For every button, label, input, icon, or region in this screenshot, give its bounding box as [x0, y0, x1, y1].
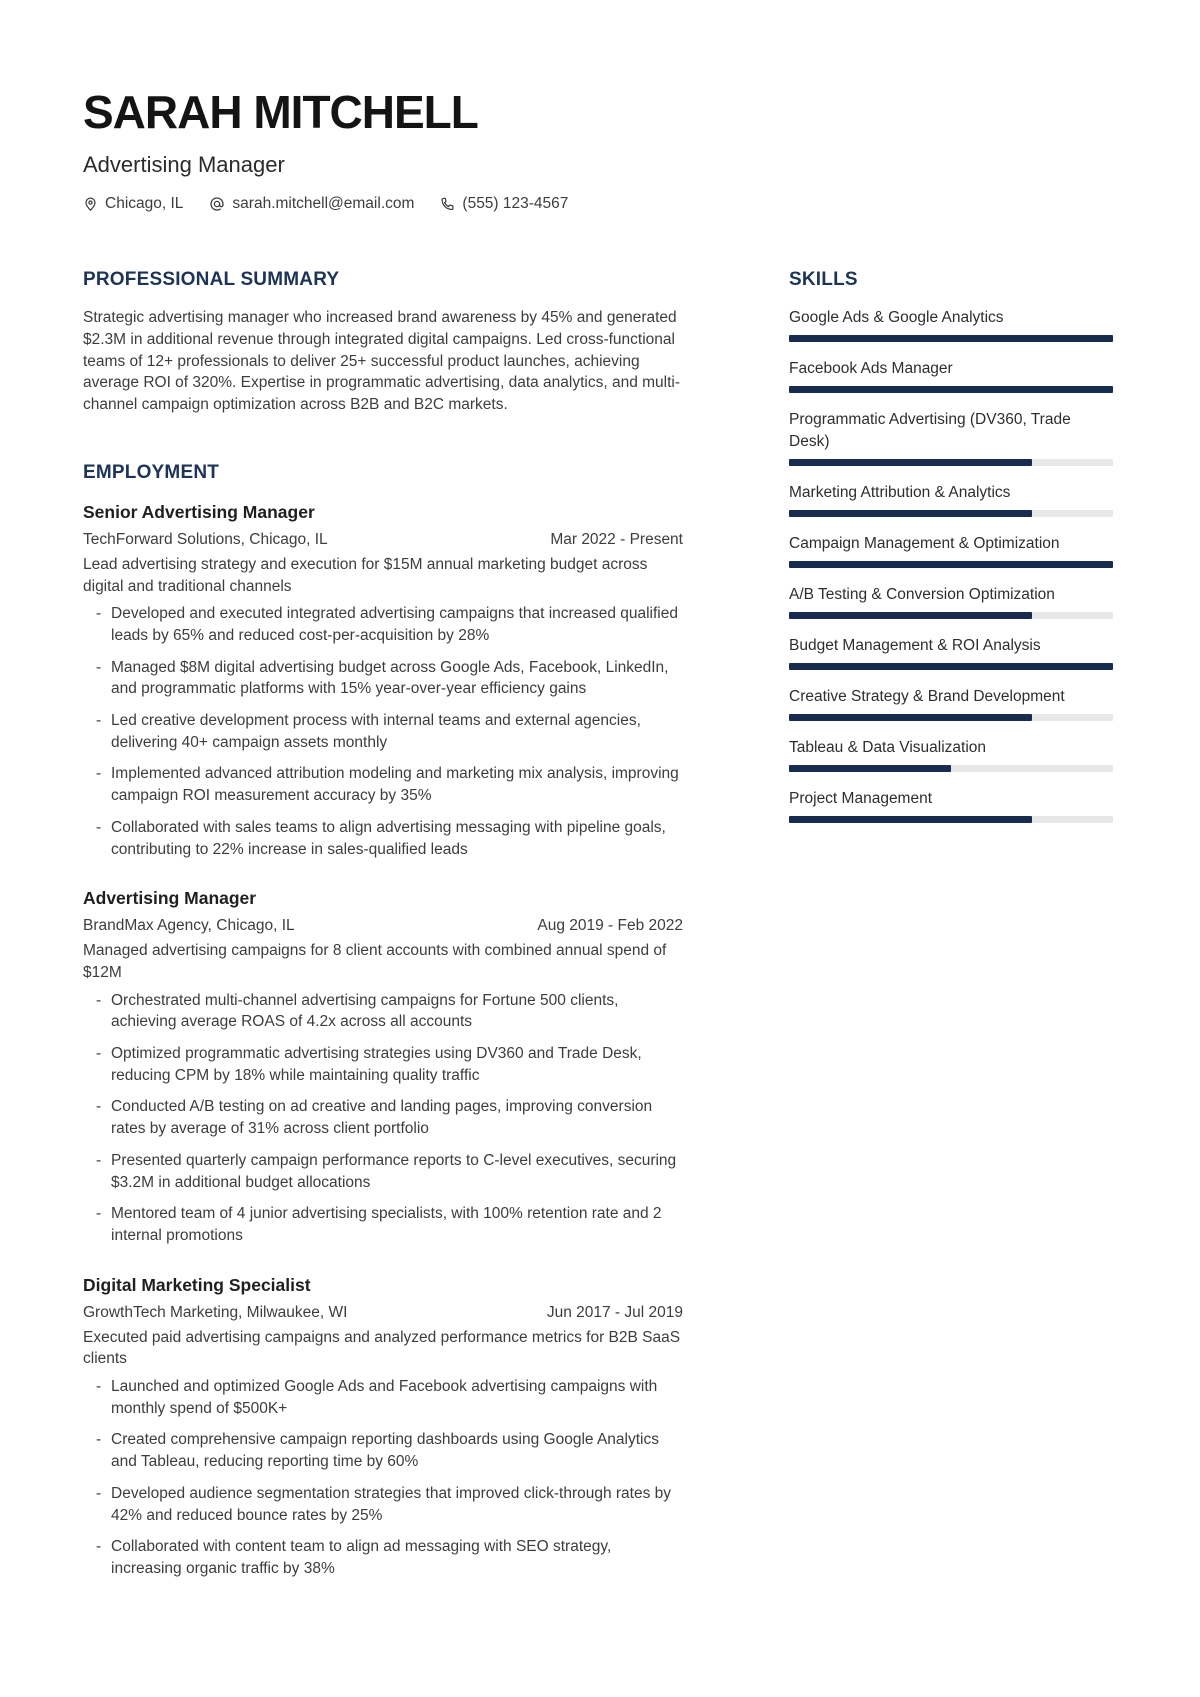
bullet-text: Collaborated with sales teams to align advertising messaging with pipeline goals, contributing to 22% increase in sales-qualified leads — [111, 818, 666, 858]
skill-label: Marketing Attribution & Analytics — [789, 484, 1011, 502]
person-title: Advertising Manager — [83, 151, 285, 177]
job-lead: Executed paid advertising campaigns and analyzed performance metrics for B2B SaaS clients — [83, 1328, 681, 1368]
map-pin-icon — [83, 196, 98, 212]
skill-bar — [789, 663, 1113, 670]
bullet-text: Orchestrated multi-channel advertising campaigns for Fortune 500 clients, achieving average ROAS of 4.2x across all accounts — [111, 991, 619, 1031]
contact-location — [83, 195, 183, 213]
job-dates: Aug 2019 - Feb 2022 — [537, 917, 683, 935]
bullet-text: Collaborated with content team to align ad messaging with SEO strategy, increasing organic traffic by 38% — [111, 1538, 612, 1577]
skill-bar-fill — [789, 459, 1032, 466]
skill-row — [789, 482, 1113, 517]
bullet-item — [96, 603, 683, 646]
bullet-dash: - — [96, 1538, 102, 1556]
bullet-list — [83, 603, 683, 860]
bullet-dash: - — [96, 765, 102, 783]
bullet-list — [83, 990, 683, 1247]
bullet-item — [96, 1203, 683, 1246]
bullet-text: Presented quarterly campaign performance reports to C-level executives, securing $3.2M in additional budget allocations — [111, 1151, 677, 1191]
bullet-dash: - — [96, 1378, 102, 1396]
job-meta-row — [83, 1302, 683, 1324]
skill-bar — [789, 386, 1113, 393]
bullet-text: Developed audience segmentation strategies that improved click-through rates by 42% and reduced bounce rates by 25% — [111, 1484, 672, 1524]
content-columns — [83, 268, 1113, 1605]
job-entry — [83, 1273, 683, 1580]
skill-bar-fill — [789, 510, 1032, 517]
summary-section — [83, 268, 683, 416]
job-title: Senior Advertising Manager — [83, 501, 315, 522]
skill-row — [789, 584, 1113, 619]
bullet-item — [96, 990, 683, 1033]
at-sign-icon — [209, 196, 225, 212]
skill-label: Project Management — [789, 790, 933, 808]
bullet-dash: - — [96, 1484, 102, 1502]
phone-receiver-icon — [440, 196, 455, 212]
skill-label: Google Ads & Google Analytics — [789, 309, 1004, 327]
bullet-item — [96, 710, 683, 753]
skill-bar-fill — [789, 816, 1032, 823]
skills-column — [789, 268, 1113, 1605]
bullet-item — [96, 1096, 683, 1139]
job-entry — [83, 500, 683, 860]
bullet-text: Optimized programmatic advertising strategies using DV360 and Trade Desk, reducing CPM by 18% while maintaining quality traffic — [111, 1045, 642, 1084]
skills-heading: SKILLS — [789, 269, 858, 291]
skill-label: A/B Testing & Conversion Optimization — [789, 586, 1055, 604]
bullet-item — [96, 1483, 683, 1526]
bullet-dash: - — [96, 1098, 102, 1116]
skill-bar — [789, 714, 1113, 721]
bullet-dash: - — [96, 605, 102, 623]
bullet-text: Conducted A/B testing on ad creative and landing pages, improving conversion rates by average of 31% across client portfolio — [111, 1098, 653, 1138]
job-company: GrowthTech Marketing, Milwaukee, WI — [83, 1303, 348, 1321]
skill-label: Budget Management & ROI Analysis — [789, 637, 1041, 655]
bullet-dash: - — [96, 818, 102, 836]
bullet-item — [96, 657, 683, 700]
bullet-list — [83, 1376, 683, 1580]
job-company: BrandMax Agency, Chicago, IL — [83, 917, 295, 935]
skill-label: Campaign Management & Optimization — [789, 535, 1060, 553]
bullet-dash: - — [96, 712, 102, 730]
bullet-dash: - — [96, 1045, 102, 1063]
skill-row — [789, 737, 1113, 772]
bullet-text: Mentored team of 4 junior advertising specialists, with 100% retention rate and 2 internal promotions — [111, 1205, 662, 1244]
bullet-item — [96, 763, 683, 806]
bullet-item — [96, 817, 683, 860]
contact-email-text: sarah.mitchell@email.com — [232, 195, 415, 213]
bullet-dash: - — [96, 1151, 102, 1169]
skill-row — [789, 533, 1113, 568]
job-title: Digital Marketing Specialist — [83, 1274, 311, 1295]
job-lead: Lead advertising strategy and execution for $15M annual marketing budget across digital and traditional channels — [83, 555, 648, 595]
skill-bar — [789, 612, 1113, 619]
skill-row — [789, 409, 1113, 466]
skill-bar — [789, 335, 1113, 342]
job-entry — [83, 886, 683, 1246]
skill-bar-fill — [789, 714, 1032, 721]
summary-heading: PROFESSIONAL SUMMARY — [83, 269, 340, 291]
main-column — [83, 268, 683, 1605]
bullet-item — [96, 1376, 683, 1419]
contact-location-text: Chicago, IL — [105, 195, 184, 213]
bullet-text: Developed and executed integrated advertising campaigns that increased qualified leads by 65% and reduced cost-per-acquisition by 28% — [111, 605, 678, 644]
job-meta-row — [83, 915, 683, 937]
bullet-text: Launched and optimized Google Ads and Facebook advertising campaigns with monthly spend of $500K+ — [111, 1378, 658, 1417]
skill-row — [789, 686, 1113, 721]
skill-bar — [789, 765, 1113, 772]
bullet-text: Created comprehensive campaign reporting dashboards using Google Analytics and Tableau, reducing reporting time by 60% — [111, 1431, 659, 1471]
skill-bar — [789, 816, 1113, 823]
contact-phone — [440, 195, 568, 213]
job-lead: Managed advertising campaigns for 8 client accounts with combined annual spend of $12M — [83, 942, 667, 981]
job-title: Advertising Manager — [83, 888, 257, 909]
job-dates: Mar 2022 - Present — [550, 530, 683, 548]
bullet-dash: - — [96, 1205, 102, 1223]
bullet-text: Managed $8M digital advertising budget across Google Ads, Facebook, LinkedIn, and programmatic platforms with 15% year-over-year efficiency gains — [111, 658, 669, 698]
employment-heading: EMPLOYMENT — [83, 461, 220, 483]
bullet-item — [96, 1536, 683, 1579]
skill-row — [789, 788, 1113, 823]
person-name: SARAH MITCHELL — [83, 86, 478, 138]
skill-bar — [789, 459, 1113, 466]
skill-row — [789, 358, 1113, 393]
bullet-text: Implemented advanced attribution modeling and marketing mix analysis, improving campaign ROI measurement accuracy by 35% — [111, 765, 679, 805]
bullet-text: Led creative development process with internal teams and external agencies, delivering 40+ campaign assets monthly — [111, 712, 641, 751]
bullet-dash: - — [96, 658, 102, 676]
skill-bar-fill — [789, 663, 1113, 670]
job-dates: Jun 2017 - Jul 2019 — [546, 1303, 683, 1321]
bullet-item — [96, 1043, 683, 1086]
contact-phone-text: (555) 123-4567 — [462, 195, 569, 213]
job-company: TechForward Solutions, Chicago, IL — [83, 530, 328, 548]
bullet-dash: - — [96, 1431, 102, 1449]
skill-bar-fill — [789, 765, 951, 772]
skill-row — [789, 635, 1113, 670]
skill-bar-fill — [789, 335, 1113, 342]
skill-row — [789, 307, 1113, 342]
skill-bar-fill — [789, 386, 1113, 393]
job-meta-row — [83, 529, 683, 551]
contact-row — [83, 195, 1113, 213]
bullet-item — [96, 1429, 683, 1472]
skill-label: Creative Strategy & Brand Development — [789, 688, 1065, 706]
summary-text: Strategic advertising manager who increased brand awareness by 45% and generated $2.3M in additional revenue through integrated digital campaigns. Led cross-functional teams of 12+ professionals to deliver 25+ successful product launches, achieving average ROI of 320%. Expertise in programmatic advertising, data analytics, and multi-channel campaign optimization across B2B and B2C markets. — [83, 309, 681, 414]
skill-label: Facebook Ads Manager — [789, 360, 953, 378]
skill-bar-fill — [789, 612, 1032, 619]
skill-bar — [789, 510, 1113, 517]
bullet-item — [96, 1150, 683, 1193]
employment-section — [83, 461, 683, 1580]
resume-header — [83, 86, 1113, 213]
skill-bar — [789, 561, 1113, 568]
bullet-dash: - — [96, 991, 102, 1009]
skill-bar-fill — [789, 561, 1113, 568]
contact-email — [209, 195, 414, 213]
skill-label: Programmatic Advertising (DV360, Trade Desk) — [789, 411, 1071, 451]
skill-label: Tableau & Data Visualization — [789, 739, 987, 757]
